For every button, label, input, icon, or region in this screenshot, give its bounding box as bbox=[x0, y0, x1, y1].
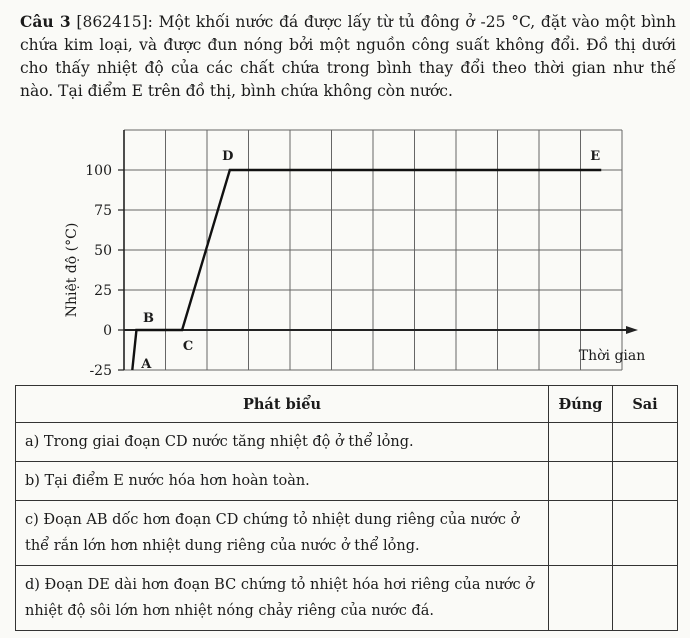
graph-labels bbox=[64, 149, 645, 379]
question-body: Một khối nước đá được lấy từ tủ đông ở -25 °C, đặt vào một bình chứa kim loại, và được đun nóng bởi một nguồn công suất không đổi. Đồ thị dưới cho thấy nhiệt độ của các chất chứa trong bình thay đổi theo thời gian như thế nào. Tại điểm E trên đồ thị, bình chứa không còn nước. bbox=[20, 13, 676, 100]
table-row bbox=[16, 501, 678, 566]
point-label-b: B bbox=[142, 311, 154, 326]
x-axis-arrow bbox=[626, 326, 638, 334]
point-label-d: D bbox=[222, 149, 234, 164]
graph-curve bbox=[132, 170, 601, 370]
answer-false-d[interactable] bbox=[613, 566, 678, 631]
y-tick-label: 50 bbox=[94, 243, 112, 259]
temperature-curve bbox=[132, 170, 601, 370]
statement-d: d) Đoạn DE dài hơn đoạn BC chứng tỏ nhiệt hóa hơi riêng của nước ở nhiệt độ sôi lớn hơn nhiệt nóng chảy riêng của nước đá. bbox=[16, 566, 549, 631]
header-false: Sai bbox=[613, 386, 678, 423]
y-tick-label: 75 bbox=[94, 203, 112, 219]
point-label-a: A bbox=[141, 357, 152, 372]
answer-true-b[interactable] bbox=[549, 462, 613, 501]
y-axis-label: Nhiệt độ (°C) bbox=[64, 222, 80, 318]
graph-grid bbox=[124, 130, 622, 370]
point-label-c: C bbox=[182, 339, 194, 354]
table-row bbox=[16, 566, 678, 631]
temperature-time-graph bbox=[0, 120, 690, 385]
y-tick-label: -25 bbox=[89, 363, 112, 379]
statement-a: a) Trong giai đoạn CD nước tăng nhiệt độ ở thể lỏng. bbox=[16, 423, 549, 462]
table-row bbox=[16, 462, 678, 501]
x-axis-label: Thời gian bbox=[578, 348, 646, 364]
answer-false-c[interactable] bbox=[613, 501, 678, 566]
answer-true-c[interactable] bbox=[549, 501, 613, 566]
table-header-row bbox=[16, 386, 678, 423]
statement-b: b) Tại điểm E nước hóa hơn hoàn toàn. bbox=[16, 462, 549, 501]
answer-false-a[interactable] bbox=[613, 423, 678, 462]
header-true: Đúng bbox=[549, 386, 613, 423]
question-id: [862415]: bbox=[76, 13, 153, 31]
table-row bbox=[16, 423, 678, 462]
question-label: Câu 3 bbox=[20, 12, 71, 31]
point-label-e: E bbox=[590, 149, 601, 164]
header-statement: Phát biểu bbox=[16, 386, 549, 423]
statement-table bbox=[15, 385, 678, 631]
answer-true-a[interactable] bbox=[549, 423, 613, 462]
y-tick-label: 25 bbox=[94, 283, 112, 299]
statement-c: c) Đoạn AB dốc hơn đoạn CD chứng tỏ nhiệt dung riêng của nước ở thể rắn lớn hơn nhiệt dung riêng của nước ở thể lỏng. bbox=[16, 501, 549, 566]
answer-true-d[interactable] bbox=[549, 566, 613, 631]
question-text bbox=[20, 10, 676, 103]
y-tick-label: 100 bbox=[85, 163, 112, 179]
answer-false-b[interactable] bbox=[613, 462, 678, 501]
y-tick-label: 0 bbox=[103, 323, 112, 339]
